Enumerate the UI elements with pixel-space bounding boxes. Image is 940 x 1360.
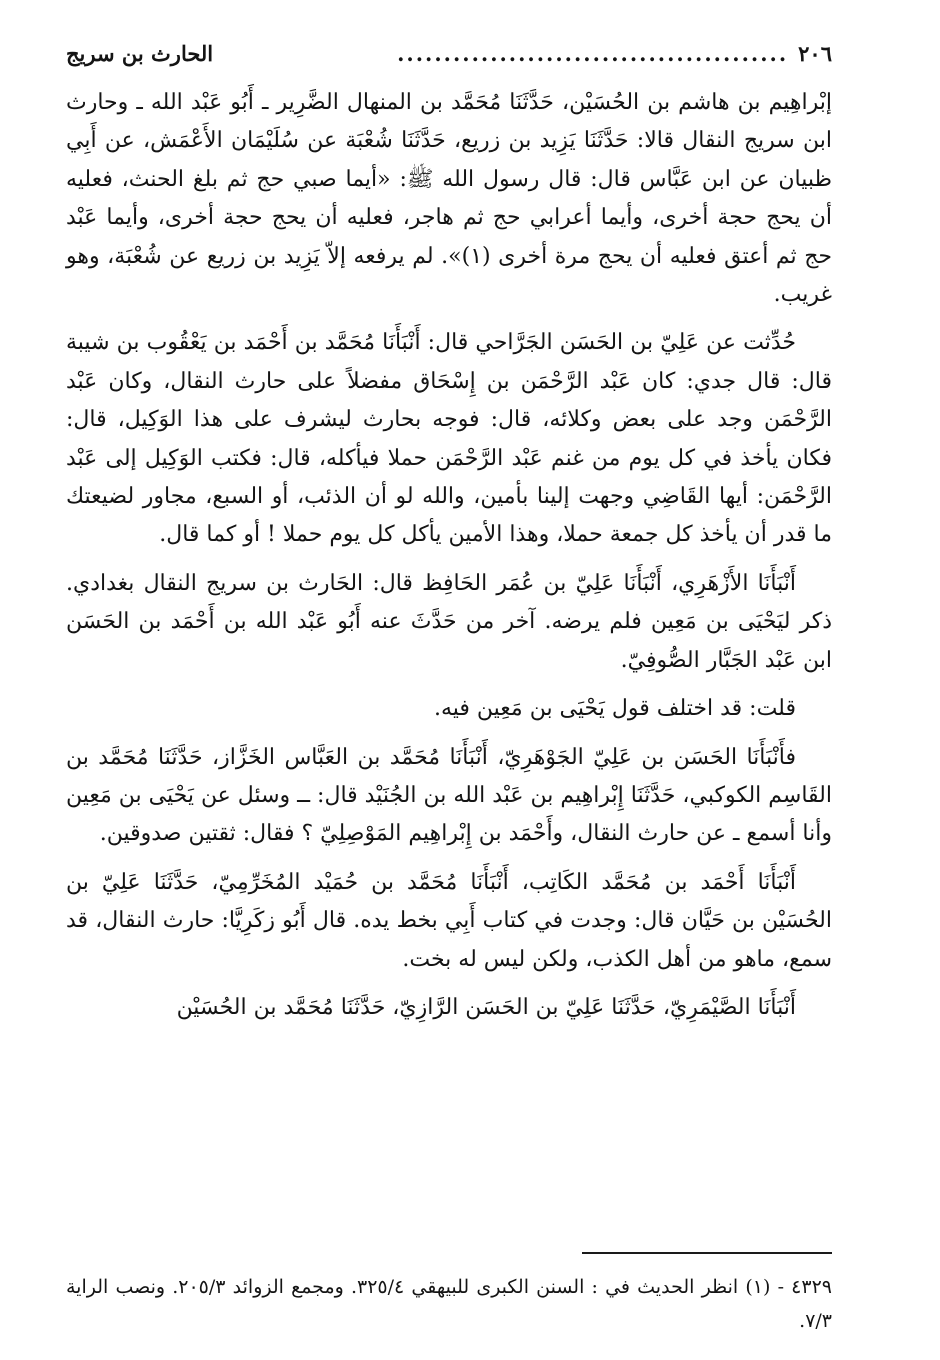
- paragraph-1: إبْراهِيم بن هاشم بن الحُسَيْن، حَدَّثَنَا مُحَمَّد بن المنهال الضَّرِير ـ أَبُو عَبْد الله ـ وحارث ابن سريج النقال قالا: حَدَّثَنَا يَزِيد بن زريع، حَدَّثَنَا شُعْبَة عن سُلَيْمَان الأَعْمَش، عن أَبِي ظبيان عن ابن عَبَّاس قال: قال رسول الله ﷺ: «أيما صبي حج ثم بلغ الحنث، فعليه أن يحج حجة أخرى، وأيما أعرابي حج ثم هاجر، فعليه أن يحج حجة أخرى، وأيما عَبْد حج ثم أعتق فعليه أن يحج مرة أخرى (١)». لم يرفعه إلاّ يَزِيد بن زريع عن شُعْبَة، وهو غريب.: [66, 90, 833, 308]
- paragraph-3: أَنْبَأَنَا الأَزْهَرِي، أَنْبَأَنَا عَلِيّ بن عُمَر الحَافِظ قال: الحَارث بن سريج النقال بغدادي. ذكر ليَحْيَى بن مَعِين فلم يرضه. آخر من حَدَّثَ عنه أَبُو عَبْد الله بن أَحْمَد بن الحَسَن ابن عَبْد الجَبَّار الصُّوفِيّ.: [66, 570, 832, 673]
- page-body: [66, 34, 832, 1037]
- page-header: [66, 34, 832, 84]
- header-leader-dots: ..........................................: [397, 41, 789, 66]
- page-number: ٢٠٦: [798, 41, 832, 66]
- footnote-divider: [582, 1252, 832, 1254]
- running-title: الحارث بن سريج: [66, 41, 214, 66]
- footnote: ٤٣٢٩ - (١) انظر الحديث في : السنن الكبرى للبيهقي ٣٢٥/٤. ومجمع الزوائد ٢٠٥/٣. ونصب الراية ٧/٣.: [66, 1276, 832, 1332]
- paragraph-7: أَنْبَأَنَا الصَّيْمَرِيّ، حَدَّثَنَا عَلِيّ بن الحَسَن الرَّازِيّ، حَدَّثَنَا مُحَمَّد بن الحُسَيْن: [176, 994, 796, 1020]
- paragraph-6: أَنْبَأَنَا أَحْمَد بن مُحَمَّد الكَاتِب، أَنْبَأَنَا مُحَمَّد بن حُمَيْد المُخَرِّمِيّ، حَدَّثَنَا عَلِيّ بن الحُسَيْن بن حَيَّان قال: وجدت في كتاب أَبِي بخط يده. قال أَبُو زكَرِيَّا: حارث النقال، قد سمع، ماهو من أهل الكذب، ولكن ليس له بخت.: [66, 869, 832, 972]
- paragraph-5: فأَنْبَأَنَا الحَسَن بن عَلِيّ الجَوْهَرِيّ، أَنْبَأَنَا مُحَمَّد بن العَبَّاس الخَزَّاز، حَدَّثَنَا مُحَمَّد بن القَاسِم الكوكبي، حَدَّثَنَا إِبْراهِيم بن عَبْد الله بن الجُنَيْد قال: ــ وسئل عن يَحْيَى بن مَعِين وأنا أسمع ـ عن حارث النقال، وأَحْمَد بن إِبْراهِيم المَوْصِلِيّ ؟ فقال: ثقتين صدوقين.: [66, 744, 832, 847]
- paragraph-4: قلت: قد اختلف قول يَحْيَى بن مَعِين فيه.: [433, 696, 796, 722]
- paragraph-2: حُدِّثت عن عَلِيّ بن الحَسَن الجَرَّاحي قال: أَنْبَأَنَا مُحَمَّد بن أَحْمَد بن يَعْقُوب بن شيبة قال: قال جدي: كان عَبْد الرَّحْمَن بن إِسْحَاق مفضلاً على حارث النقال، وكان عَبْد الرَّحْمَن وجد على بعض وكلائه، قال: فوجه بحارث ليشرف على هذا الوَكِيل، قال: فكان يأخذ في كل يوم من غنم عَبْد الرَّحْمَن حملا فيأكله، قال: فكتب الوَكِيل إلى عَبْد الرَّحْمَن: أيها القَاضِي وجهت إلينا بأمين، والله لو أن الذئب، أو السبع، مجاور لضيعتك ما قدر أن يأخذ كل جمعة حملا، وهذا الأمين يأكل كل يوم حملا ! أو كما قال.: [66, 330, 832, 548]
